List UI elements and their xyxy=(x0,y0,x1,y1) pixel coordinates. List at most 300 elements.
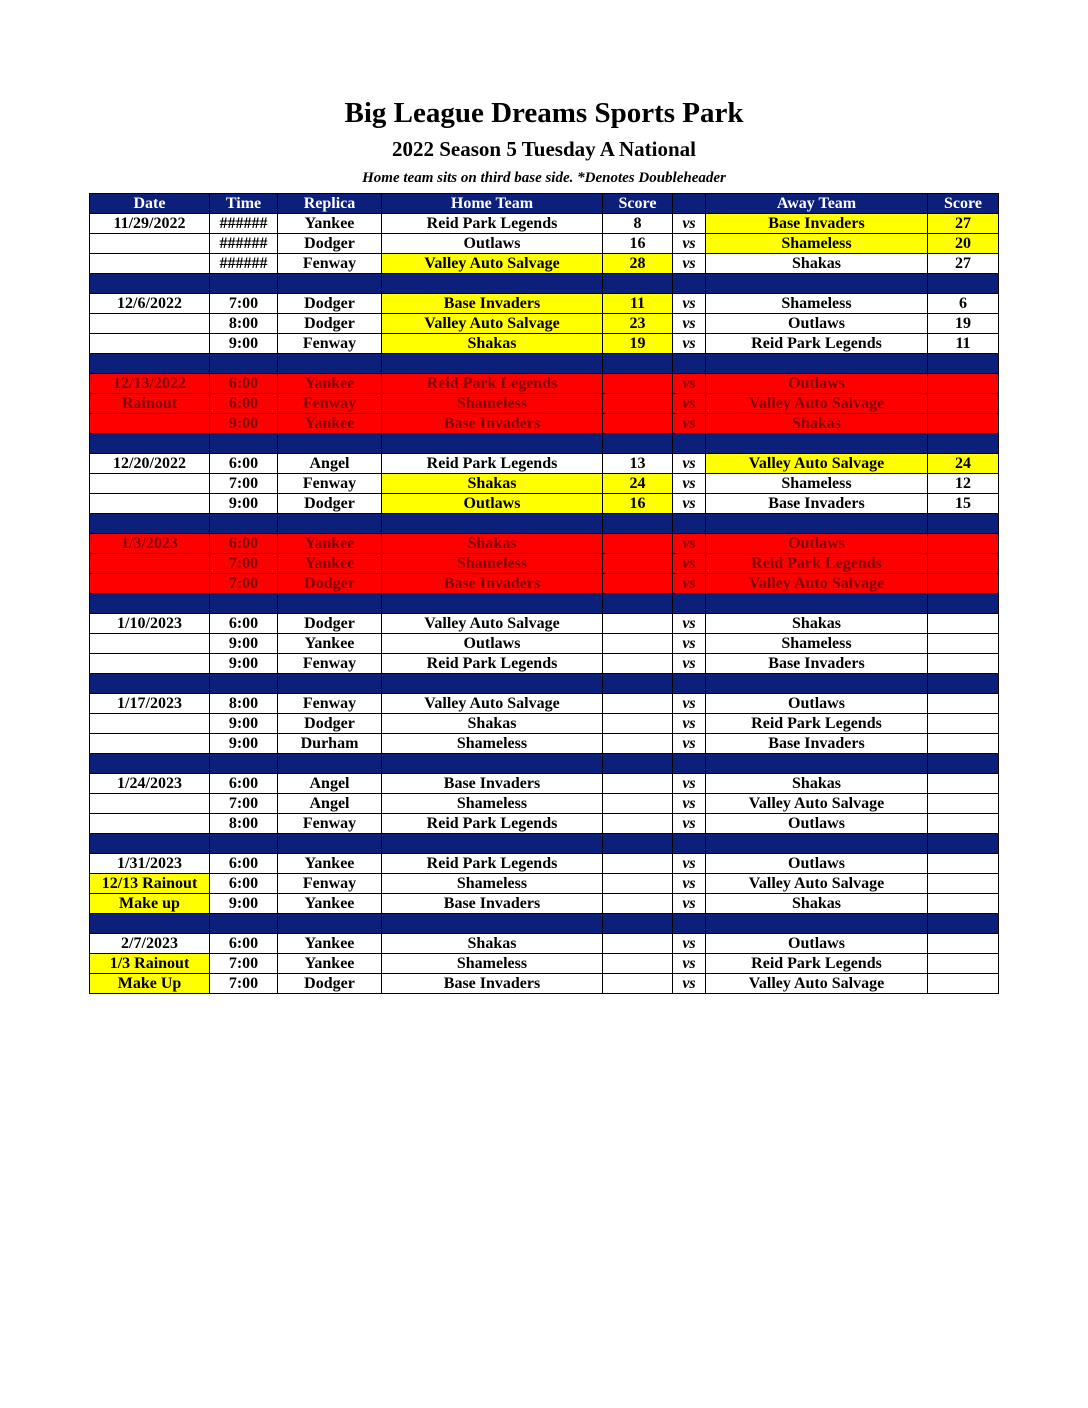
game-row xyxy=(90,554,999,574)
home-team-cell: Base Invaders xyxy=(382,774,603,794)
vs-cell: vs xyxy=(673,894,706,914)
date-cell xyxy=(90,494,210,514)
date-cell xyxy=(90,814,210,834)
away-team-cell: Outlaws xyxy=(706,374,928,394)
game-row xyxy=(90,334,999,354)
time-cell: 8:00 xyxy=(210,694,278,714)
away-score-cell xyxy=(928,814,999,834)
vs-cell: vs xyxy=(673,714,706,734)
away-team-cell: Base Invaders xyxy=(706,654,928,674)
header-home-team: Home Team xyxy=(382,194,603,214)
home-score-cell: 16 xyxy=(603,234,673,254)
game-row xyxy=(90,634,999,654)
game-row xyxy=(90,374,999,394)
separator-cell xyxy=(673,354,706,374)
home-team-cell: Shakas xyxy=(382,934,603,954)
separator-cell xyxy=(278,834,382,854)
week-separator-row xyxy=(90,514,999,534)
week-separator-row xyxy=(90,274,999,294)
vs-cell: vs xyxy=(673,694,706,714)
home-team-cell: Shakas xyxy=(382,534,603,554)
separator-cell xyxy=(603,834,673,854)
separator-cell xyxy=(210,434,278,454)
replica-cell: Fenway xyxy=(278,874,382,894)
date-cell: 1/17/2023 xyxy=(90,694,210,714)
home-score-cell xyxy=(603,874,673,894)
home-score-cell xyxy=(603,394,673,414)
time-cell: 6:00 xyxy=(210,934,278,954)
vs-cell: vs xyxy=(673,374,706,394)
separator-cell xyxy=(706,674,928,694)
separator-cell xyxy=(706,434,928,454)
date-cell xyxy=(90,314,210,334)
home-score-cell xyxy=(603,774,673,794)
separator-cell xyxy=(603,674,673,694)
vs-cell: vs xyxy=(673,974,706,994)
separator-cell xyxy=(210,754,278,774)
away-team-cell: Valley Auto Salvage xyxy=(706,874,928,894)
replica-cell: Yankee xyxy=(278,374,382,394)
home-score-cell xyxy=(603,734,673,754)
separator-cell xyxy=(90,274,210,294)
away-team-cell: Shakas xyxy=(706,894,928,914)
time-cell: 7:00 xyxy=(210,794,278,814)
time-cell: 6:00 xyxy=(210,534,278,554)
replica-cell: Yankee xyxy=(278,554,382,574)
time-cell: 6:00 xyxy=(210,874,278,894)
home-score-cell: 28 xyxy=(603,254,673,274)
separator-cell xyxy=(90,354,210,374)
vs-cell: vs xyxy=(673,774,706,794)
home-score-cell xyxy=(603,614,673,634)
separator-cell xyxy=(928,754,999,774)
week-separator-row xyxy=(90,914,999,934)
game-row xyxy=(90,614,999,634)
time-cell: 9:00 xyxy=(210,734,278,754)
replica-cell: Yankee xyxy=(278,894,382,914)
away-team-cell: Reid Park Legends xyxy=(706,954,928,974)
game-row xyxy=(90,254,999,274)
separator-cell xyxy=(706,514,928,534)
away-score-cell xyxy=(928,414,999,434)
replica-cell: Yankee xyxy=(278,954,382,974)
replica-cell: Fenway xyxy=(278,814,382,834)
vs-cell: vs xyxy=(673,294,706,314)
header-replica: Replica xyxy=(278,194,382,214)
separator-cell xyxy=(278,594,382,614)
game-row xyxy=(90,454,999,474)
time-cell: 7:00 xyxy=(210,574,278,594)
date-cell: Make Up xyxy=(90,974,210,994)
vs-cell: vs xyxy=(673,534,706,554)
separator-cell xyxy=(673,594,706,614)
home-team-cell: Outlaws xyxy=(382,234,603,254)
home-team-cell: Shameless xyxy=(382,734,603,754)
away-team-cell: Shakas xyxy=(706,254,928,274)
separator-cell xyxy=(603,274,673,294)
time-cell: 9:00 xyxy=(210,894,278,914)
home-score-cell xyxy=(603,894,673,914)
header-date: Date xyxy=(90,194,210,214)
away-score-cell xyxy=(928,634,999,654)
time-cell: 7:00 xyxy=(210,474,278,494)
away-team-cell: Base Invaders xyxy=(706,734,928,754)
away-score-cell xyxy=(928,974,999,994)
away-score-cell xyxy=(928,794,999,814)
home-score-cell: 13 xyxy=(603,454,673,474)
home-team-cell: Shameless xyxy=(382,394,603,414)
header-time: Time xyxy=(210,194,278,214)
home-score-cell xyxy=(603,794,673,814)
home-score-cell: 8 xyxy=(603,214,673,234)
separator-cell xyxy=(90,754,210,774)
separator-cell xyxy=(382,594,603,614)
home-score-cell xyxy=(603,414,673,434)
game-row xyxy=(90,934,999,954)
away-team-cell: Shameless xyxy=(706,634,928,654)
game-row xyxy=(90,874,999,894)
vs-cell: vs xyxy=(673,874,706,894)
date-cell xyxy=(90,794,210,814)
game-row xyxy=(90,654,999,674)
game-row xyxy=(90,534,999,554)
separator-cell xyxy=(90,434,210,454)
separator-cell xyxy=(278,274,382,294)
date-cell xyxy=(90,734,210,754)
replica-cell: Angel xyxy=(278,794,382,814)
away-score-cell: 27 xyxy=(928,254,999,274)
home-team-cell: Outlaws xyxy=(382,494,603,514)
vs-cell: vs xyxy=(673,934,706,954)
away-score-cell xyxy=(928,694,999,714)
away-team-cell: Reid Park Legends xyxy=(706,554,928,574)
date-cell xyxy=(90,254,210,274)
home-score-cell xyxy=(603,374,673,394)
home-team-cell: Reid Park Legends xyxy=(382,654,603,674)
separator-cell xyxy=(673,674,706,694)
date-cell: 12/20/2022 xyxy=(90,454,210,474)
home-team-cell: Valley Auto Salvage xyxy=(382,694,603,714)
separator-cell xyxy=(278,434,382,454)
separator-cell xyxy=(928,834,999,854)
home-score-cell xyxy=(603,654,673,674)
header-home-score: Score xyxy=(603,194,673,214)
away-score-cell: 15 xyxy=(928,494,999,514)
away-team-cell: Outlaws xyxy=(706,934,928,954)
replica-cell: Dodger xyxy=(278,974,382,994)
separator-cell xyxy=(928,354,999,374)
vs-cell: vs xyxy=(673,454,706,474)
replica-cell: Dodger xyxy=(278,294,382,314)
date-cell xyxy=(90,334,210,354)
home-team-cell: Outlaws xyxy=(382,634,603,654)
away-team-cell: Shameless xyxy=(706,474,928,494)
replica-cell: Dodger xyxy=(278,494,382,514)
time-cell: 6:00 xyxy=(210,454,278,474)
time-cell: 8:00 xyxy=(210,814,278,834)
away-score-cell xyxy=(928,574,999,594)
away-score-cell xyxy=(928,874,999,894)
game-row xyxy=(90,794,999,814)
separator-cell xyxy=(928,274,999,294)
time-cell: ###### xyxy=(210,234,278,254)
away-score-cell xyxy=(928,614,999,634)
away-score-cell: 27 xyxy=(928,214,999,234)
replica-cell: Dodger xyxy=(278,714,382,734)
game-row xyxy=(90,894,999,914)
separator-cell xyxy=(706,594,928,614)
separator-cell xyxy=(90,594,210,614)
time-cell: 9:00 xyxy=(210,494,278,514)
replica-cell: Angel xyxy=(278,774,382,794)
away-score-cell xyxy=(928,714,999,734)
home-team-cell: Shameless xyxy=(382,794,603,814)
game-row xyxy=(90,714,999,734)
away-score-cell xyxy=(928,854,999,874)
date-cell: 1/24/2023 xyxy=(90,774,210,794)
date-cell: 11/29/2022 xyxy=(90,214,210,234)
date-cell: 12/13/2022 xyxy=(90,374,210,394)
home-team-cell: Base Invaders xyxy=(382,894,603,914)
away-score-cell xyxy=(928,954,999,974)
date-cell xyxy=(90,634,210,654)
home-score-cell xyxy=(603,634,673,654)
replica-cell: Fenway xyxy=(278,334,382,354)
away-score-cell xyxy=(928,394,999,414)
time-cell: 6:00 xyxy=(210,374,278,394)
away-team-cell: Base Invaders xyxy=(706,214,928,234)
away-team-cell: Shakas xyxy=(706,414,928,434)
separator-cell xyxy=(382,434,603,454)
header-vs xyxy=(673,194,706,214)
away-team-cell: Valley Auto Salvage xyxy=(706,794,928,814)
home-team-cell: Reid Park Legends xyxy=(382,454,603,474)
away-score-cell xyxy=(928,554,999,574)
separator-cell xyxy=(210,514,278,534)
home-team-cell: Reid Park Legends xyxy=(382,214,603,234)
date-cell: 12/6/2022 xyxy=(90,294,210,314)
vs-cell: vs xyxy=(673,494,706,514)
replica-cell: Durham xyxy=(278,734,382,754)
home-score-cell: 24 xyxy=(603,474,673,494)
replica-cell: Yankee xyxy=(278,854,382,874)
separator-cell xyxy=(90,914,210,934)
away-score-cell xyxy=(928,734,999,754)
home-score-cell: 19 xyxy=(603,334,673,354)
date-cell xyxy=(90,714,210,734)
date-cell: Make up xyxy=(90,894,210,914)
home-team-cell: Base Invaders xyxy=(382,414,603,434)
home-team-cell: Base Invaders xyxy=(382,974,603,994)
home-score-cell xyxy=(603,714,673,734)
game-row xyxy=(90,734,999,754)
separator-cell xyxy=(90,514,210,534)
separator-cell xyxy=(673,514,706,534)
game-row xyxy=(90,974,999,994)
away-score-cell: 6 xyxy=(928,294,999,314)
replica-cell: Fenway xyxy=(278,254,382,274)
time-cell: 7:00 xyxy=(210,554,278,574)
time-cell: 7:00 xyxy=(210,294,278,314)
home-team-cell: Reid Park Legends xyxy=(382,854,603,874)
separator-cell xyxy=(603,354,673,374)
game-row xyxy=(90,294,999,314)
replica-cell: Fenway xyxy=(278,394,382,414)
away-team-cell: Shakas xyxy=(706,614,928,634)
vs-cell: vs xyxy=(673,734,706,754)
separator-cell xyxy=(90,834,210,854)
time-cell: 9:00 xyxy=(210,654,278,674)
time-cell: 6:00 xyxy=(210,774,278,794)
date-cell xyxy=(90,554,210,574)
vs-cell: vs xyxy=(673,794,706,814)
separator-cell xyxy=(928,914,999,934)
away-team-cell: Valley Auto Salvage xyxy=(706,454,928,474)
home-team-cell: Valley Auto Salvage xyxy=(382,614,603,634)
separator-cell xyxy=(210,834,278,854)
separator-cell xyxy=(603,514,673,534)
time-cell: 9:00 xyxy=(210,714,278,734)
separator-cell xyxy=(382,914,603,934)
separator-cell xyxy=(382,754,603,774)
separator-cell xyxy=(603,914,673,934)
home-team-cell: Valley Auto Salvage xyxy=(382,254,603,274)
separator-cell xyxy=(278,514,382,534)
separator-cell xyxy=(706,834,928,854)
week-separator-row xyxy=(90,434,999,454)
date-cell: 1/3 Rainout xyxy=(90,954,210,974)
home-score-cell: 11 xyxy=(603,294,673,314)
vs-cell: vs xyxy=(673,234,706,254)
game-row xyxy=(90,694,999,714)
home-score-cell xyxy=(603,814,673,834)
away-score-cell xyxy=(928,374,999,394)
separator-cell xyxy=(210,914,278,934)
vs-cell: vs xyxy=(673,414,706,434)
week-separator-row xyxy=(90,834,999,854)
date-cell xyxy=(90,234,210,254)
away-score-cell: 11 xyxy=(928,334,999,354)
game-row xyxy=(90,474,999,494)
game-row xyxy=(90,414,999,434)
vs-cell: vs xyxy=(673,554,706,574)
away-score-cell xyxy=(928,934,999,954)
game-row xyxy=(90,394,999,414)
separator-cell xyxy=(928,594,999,614)
replica-cell: Dodger xyxy=(278,614,382,634)
replica-cell: Dodger xyxy=(278,574,382,594)
home-score-cell xyxy=(603,554,673,574)
separator-cell xyxy=(673,274,706,294)
home-score-cell: 16 xyxy=(603,494,673,514)
replica-cell: Yankee xyxy=(278,634,382,654)
separator-cell xyxy=(673,434,706,454)
replica-cell: Yankee xyxy=(278,214,382,234)
date-cell xyxy=(90,574,210,594)
week-separator-row xyxy=(90,354,999,374)
replica-cell: Yankee xyxy=(278,414,382,434)
away-team-cell: Reid Park Legends xyxy=(706,334,928,354)
time-cell: ###### xyxy=(210,254,278,274)
date-cell: Rainout xyxy=(90,394,210,414)
away-team-cell: Outlaws xyxy=(706,694,928,714)
page-subtitle: 2022 Season 5 Tuesday A National xyxy=(391,137,696,161)
date-cell xyxy=(90,414,210,434)
away-team-cell: Outlaws xyxy=(706,814,928,834)
date-cell: 2/7/2023 xyxy=(90,934,210,954)
vs-cell: vs xyxy=(673,814,706,834)
date-cell xyxy=(90,654,210,674)
vs-cell: vs xyxy=(673,214,706,234)
game-row xyxy=(90,494,999,514)
vs-cell: vs xyxy=(673,954,706,974)
home-team-cell: Shakas xyxy=(382,334,603,354)
home-team-cell: Shameless xyxy=(382,954,603,974)
replica-cell: Fenway xyxy=(278,474,382,494)
date-cell xyxy=(90,474,210,494)
replica-cell: Dodger xyxy=(278,314,382,334)
separator-cell xyxy=(210,354,278,374)
away-team-cell: Shameless xyxy=(706,294,928,314)
time-cell: 6:00 xyxy=(210,854,278,874)
separator-cell xyxy=(928,434,999,454)
away-score-cell xyxy=(928,534,999,554)
separator-cell xyxy=(382,834,603,854)
separator-cell xyxy=(278,354,382,374)
separator-cell xyxy=(603,434,673,454)
separator-cell xyxy=(673,754,706,774)
vs-cell: vs xyxy=(673,394,706,414)
home-score-cell xyxy=(603,694,673,714)
date-cell: 1/10/2023 xyxy=(90,614,210,634)
away-team-cell: Shakas xyxy=(706,774,928,794)
vs-cell: vs xyxy=(673,254,706,274)
separator-cell xyxy=(382,514,603,534)
separator-cell xyxy=(706,354,928,374)
separator-cell xyxy=(673,834,706,854)
game-row xyxy=(90,214,999,234)
separator-cell xyxy=(90,674,210,694)
replica-cell: Yankee xyxy=(278,534,382,554)
header-away-team: Away Team xyxy=(706,194,928,214)
date-cell: 1/3/2023 xyxy=(90,534,210,554)
replica-cell: Dodger xyxy=(278,234,382,254)
home-team-cell: Shameless xyxy=(382,874,603,894)
separator-cell xyxy=(210,594,278,614)
game-row xyxy=(90,774,999,794)
time-cell: 8:00 xyxy=(210,314,278,334)
time-cell: 6:00 xyxy=(210,614,278,634)
separator-cell xyxy=(603,754,673,774)
game-row xyxy=(90,574,999,594)
game-row xyxy=(90,234,999,254)
game-row xyxy=(90,854,999,874)
separator-cell xyxy=(278,754,382,774)
separator-cell xyxy=(382,274,603,294)
separator-cell xyxy=(706,754,928,774)
vs-cell: vs xyxy=(673,854,706,874)
separator-cell xyxy=(382,674,603,694)
home-score-cell xyxy=(603,534,673,554)
separator-cell xyxy=(706,914,928,934)
schedule-body xyxy=(90,214,999,994)
time-cell: 6:00 xyxy=(210,394,278,414)
date-cell: 12/13 Rainout xyxy=(90,874,210,894)
separator-cell xyxy=(928,674,999,694)
home-score-cell xyxy=(603,974,673,994)
home-score-cell xyxy=(603,954,673,974)
away-team-cell: Valley Auto Salvage xyxy=(706,394,928,414)
